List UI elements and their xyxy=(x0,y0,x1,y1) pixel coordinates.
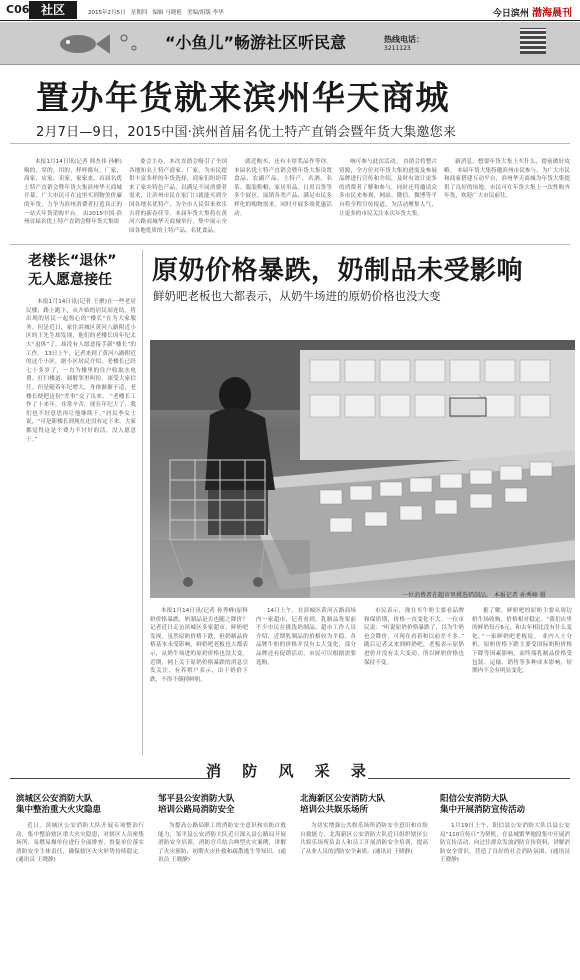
milk-col-2 xyxy=(256,607,356,753)
column-banner xyxy=(0,22,580,65)
main-col-4-text: 响可参与此次活动。 直销会将整合资源，全方位对年货大集的进度及参展品牌进行宣传和介绍，及时有效让更多的消费者了解和参与，同时还将邀请众多市民来参观，网站、微信、微博等平台将全程宣传报道，为活动聚集人气，让更多的市民关注本次年货大集。 xyxy=(339,159,437,217)
fire-item-title: 滨城区公安消防大队 xyxy=(16,794,93,804)
fire-item-body xyxy=(158,822,286,972)
divider xyxy=(142,250,143,755)
divider xyxy=(10,143,570,144)
qr-code-icon xyxy=(520,28,546,54)
fire-item-body xyxy=(300,822,428,972)
banner-title: “小鱼儿”畅游社区听民意 xyxy=(165,33,347,52)
fire-section-title: 消 防 风 采 录 xyxy=(206,762,374,780)
fire-item-title: 邹平县公安消防大队 xyxy=(158,794,235,804)
fire-item xyxy=(440,794,570,816)
main-col-5-text: 新消息，想要年货大集上买什么，提前做好攻略。 本届年货大集特邀滨州市民参与，为广大市民和商家搭建互动平台，滨州华天商城为年货大集提供了良好的场地，市民可在年货大集上一次性购齐年货，欢迎广大市民前往。 xyxy=(444,159,570,200)
fire-item-body-text: 1月19日上午，阳信县公安消防大队以县公安局“110宣传日”为契机，在县城繁华地段集中开展消防宣传活动，向过往群众发放消防宣传资料，讲解消防安全常识，营造了良好的社会消防氛围。(通讯员 王晓静) xyxy=(440,823,570,864)
main-col-1 xyxy=(24,158,122,240)
milk-subhead: 鲜奶吧老板也大都表示，从奶牛场进的原奶价格也没大变 xyxy=(153,289,441,303)
divider xyxy=(10,244,570,245)
milk-col-2-text: 14日上午，在滨城区黄河五路商场内一家超市，记者看到，乳制品货架前不少市民在挑选奶制品。超市工作人员介绍，近期乳制品的价格较为平稳，各品牌牛奶的价格并没有太大变化，部分品牌还有促销活动，市民可以根据需要选购。 xyxy=(256,608,356,666)
page-number: C06 xyxy=(6,3,30,16)
newspaper-brand xyxy=(493,4,572,19)
fire-item-title: 北海新区公安消防大队 xyxy=(300,794,386,804)
milk-col-4-text: 据了解，鲜奶吧的原奶主要从周边奶牛场收购，价格相对稳定。“我们店里的鲜奶每斤6元，和去年相比没有什么变化。”一家鲜奶吧老板说。 业内人士分析，原奶价格下跌主要受国际奶粉价格下降等因素影响，而终端乳制品价格受包装、运输、销售等多种成本影响，短期内不会有明显变化。 xyxy=(472,608,572,675)
fire-item-body xyxy=(16,822,144,972)
fire-item xyxy=(300,794,428,816)
fire-item xyxy=(158,794,286,816)
side-headline-line2: 无人愿意接任 xyxy=(28,272,112,288)
main-col-4 xyxy=(339,158,437,240)
side-headline xyxy=(28,252,116,290)
hotline-label: 热线电话： xyxy=(384,35,424,44)
main-col-1-text: 本报1月14日讯(记者 韩杰伟 孙彬)喝的、穿的、用的，样样都有，厂家、商家、店家、卖家，家家来。首届名优土特产直销会暨年货大集滨州华天商城开幕，广大市民可在这里买到物美价廉的年货，力争为滨州消费者打造真正的一站式年货采购平台。 由2015中国·滨州首届名优土特产直销会暨年货大集组 xyxy=(24,159,122,226)
main-headline: 置办年货就来滨州华天商城 xyxy=(36,78,450,117)
fire-item-title: 阳信公安消防大队 xyxy=(440,794,509,804)
fire-item-body-text: 近日，滨城区公安消防大队开展专项整治行动，集中整治辖区重大火灾隐患，对辖区人员密集场所、易燃易爆单位进行全面排查，督促单位落实消防安全主体责任，确保辖区火灾形势持续稳定。(通讯员 王晓静) xyxy=(16,823,144,864)
main-subhead: 2月7日—9日，2015中国·滨州首届名优土特产直销会暨年货大集邀您来 xyxy=(36,125,457,140)
fire-item-body xyxy=(440,822,570,972)
photo-caption: 一位消费者在超市里挑选奶制品。 本报记者 孙秀峰 摄 xyxy=(402,592,546,599)
main-col-2 xyxy=(129,158,227,240)
side-body-text: 本报1月14日讯(记者 王聚)在一些老居民楼，路上跑下，从开始的居民间连结，将出现的居民一起热心的“楼长”在为大家服务。但是近日，家住滨城区黄河八路附近小区的王先生却发现，他们的老楼长因年纪太大“退休”了，却没有人愿意接手新“楼长”的工作。 13日上午，记者来到了黄河八路附近的这个小区。据小区居民介绍，老楼长已经七十多岁了，一直为楼里的住户收取水电费、打扫楼道、调解邻里纠纷，深受大家信任。但是随着年纪增大，身体渐渐不适，老楼长便把这份“差事”交了出来。 “老楼长工作了十来年，非常辛苦，现在年纪大了，我们也不好意思再让他继续干。”居民李女士说，“可是新楼长到现在还没有定下来，大家都觉得这是个费力不讨好的活，没人愿意干。” xyxy=(26,299,136,443)
milk-headline: 原奶价格暴跌，奶制品未受影响 xyxy=(152,256,524,286)
supermarket-photo xyxy=(150,340,575,598)
hotline xyxy=(384,34,496,56)
shopping-scene-image xyxy=(150,340,575,598)
main-col-2-text: 委会主办，本次直销会吸引了全国各地知名土特产商家、厂家，为市民提供丰富多样的年货选择，商家们纷纷带来了家乡特色产品，以满足不同消费者需求，让滨州市民在家门口就能买到全国各地名优特产，为全市人民带来欢乐吉祥的新春佳节。本届年货大集将在黄河六路商城华天商城举行，集中展示全国各地优质的土特产品、名优食品。 xyxy=(129,159,227,234)
hotline-number: 3211123 xyxy=(384,45,411,52)
section-label: 社区 xyxy=(29,1,77,19)
brand-title: 渤海晨刊 xyxy=(532,8,572,19)
main-col-5 xyxy=(444,158,570,240)
main-col-3 xyxy=(234,158,332,240)
fish-icon xyxy=(40,28,150,60)
brand-city: 今日滨州 xyxy=(492,9,529,19)
milk-col-1-text: 本报1月14日讯(记者 孙秀峰)原料奶价格暴跌，奶制品是否也随之降价？记者近日走访滨城区多家超市、鲜奶吧发现，虽然原奶价格下跌，但奶制品价格基本未受影响，鲜奶吧老板也大都表示，从奶牛场进的原奶价格也没大变。 近期，网上关于原奶价格暴跌的消息引发关注，有养殖户表示，由于奶价下跌，不得不倒掉鲜奶。 xyxy=(150,608,248,683)
fire-item-title: 集中整治重大火灾隐患 xyxy=(16,805,102,815)
milk-col-4 xyxy=(472,607,572,753)
fire-item-title: 培训公路局消防安全 xyxy=(158,805,235,815)
fire-item-title: 集中开展消防宣传活动 xyxy=(440,805,526,815)
milk-col-3-text: 市民表示，现在买牛奶主要看品牌和保质期，价格一直变化不大。一位市民说：“听说原奶价格暴跌了，以为牛奶也会降价，可现在看着和以前差不多。” 随后记者又来到鲜奶吧，老板表示原奶进价并没有太大变动，所以鲜奶价格也保持不变。 xyxy=(364,608,464,666)
milk-col-1 xyxy=(150,607,248,753)
fire-item-body-text: 为切实增强公共娱乐场所消防安全意识和自防自救能力，北海新区公安消防大队近日组织辖区公共娱乐场所负责人和员工开展消防安全培训，提高了从业人员的消防安全素质。(通讯员 王晓静) xyxy=(300,823,428,855)
milk-col-3 xyxy=(364,607,464,753)
fire-item-body-text: 为提高公路局职工的消防安全意识和自防自救能力，邹平县公安消防大队近日深入县公路局开展消防安全培训，消防官兵结合典型火灾案例，讲解了火灾预防、初期火灾扑救和疏散逃生等知识。(通讯员 王晓静) xyxy=(158,823,286,864)
main-col-3-text: 就近购买，还有丰厚奖品作等你。本届名优土特产直销会暨年货大集设置食品、农副产品、土特产、名酒、名茶、服装鞋帽、家居用品、日用百货等多个展区，展销各类产品，满足市民多样化的购物需求，同时开展多项优惠活动。 xyxy=(234,159,332,217)
fire-item xyxy=(16,794,144,816)
fire-item-title: 培训公共娱乐场所 xyxy=(300,805,369,815)
side-body xyxy=(26,298,136,752)
side-headline-line1: 老楼长“退休” xyxy=(28,253,117,269)
page-meta: 2015年2月5日 星期四 编辑 马晓艳 美编/组版 李华 xyxy=(88,10,224,16)
